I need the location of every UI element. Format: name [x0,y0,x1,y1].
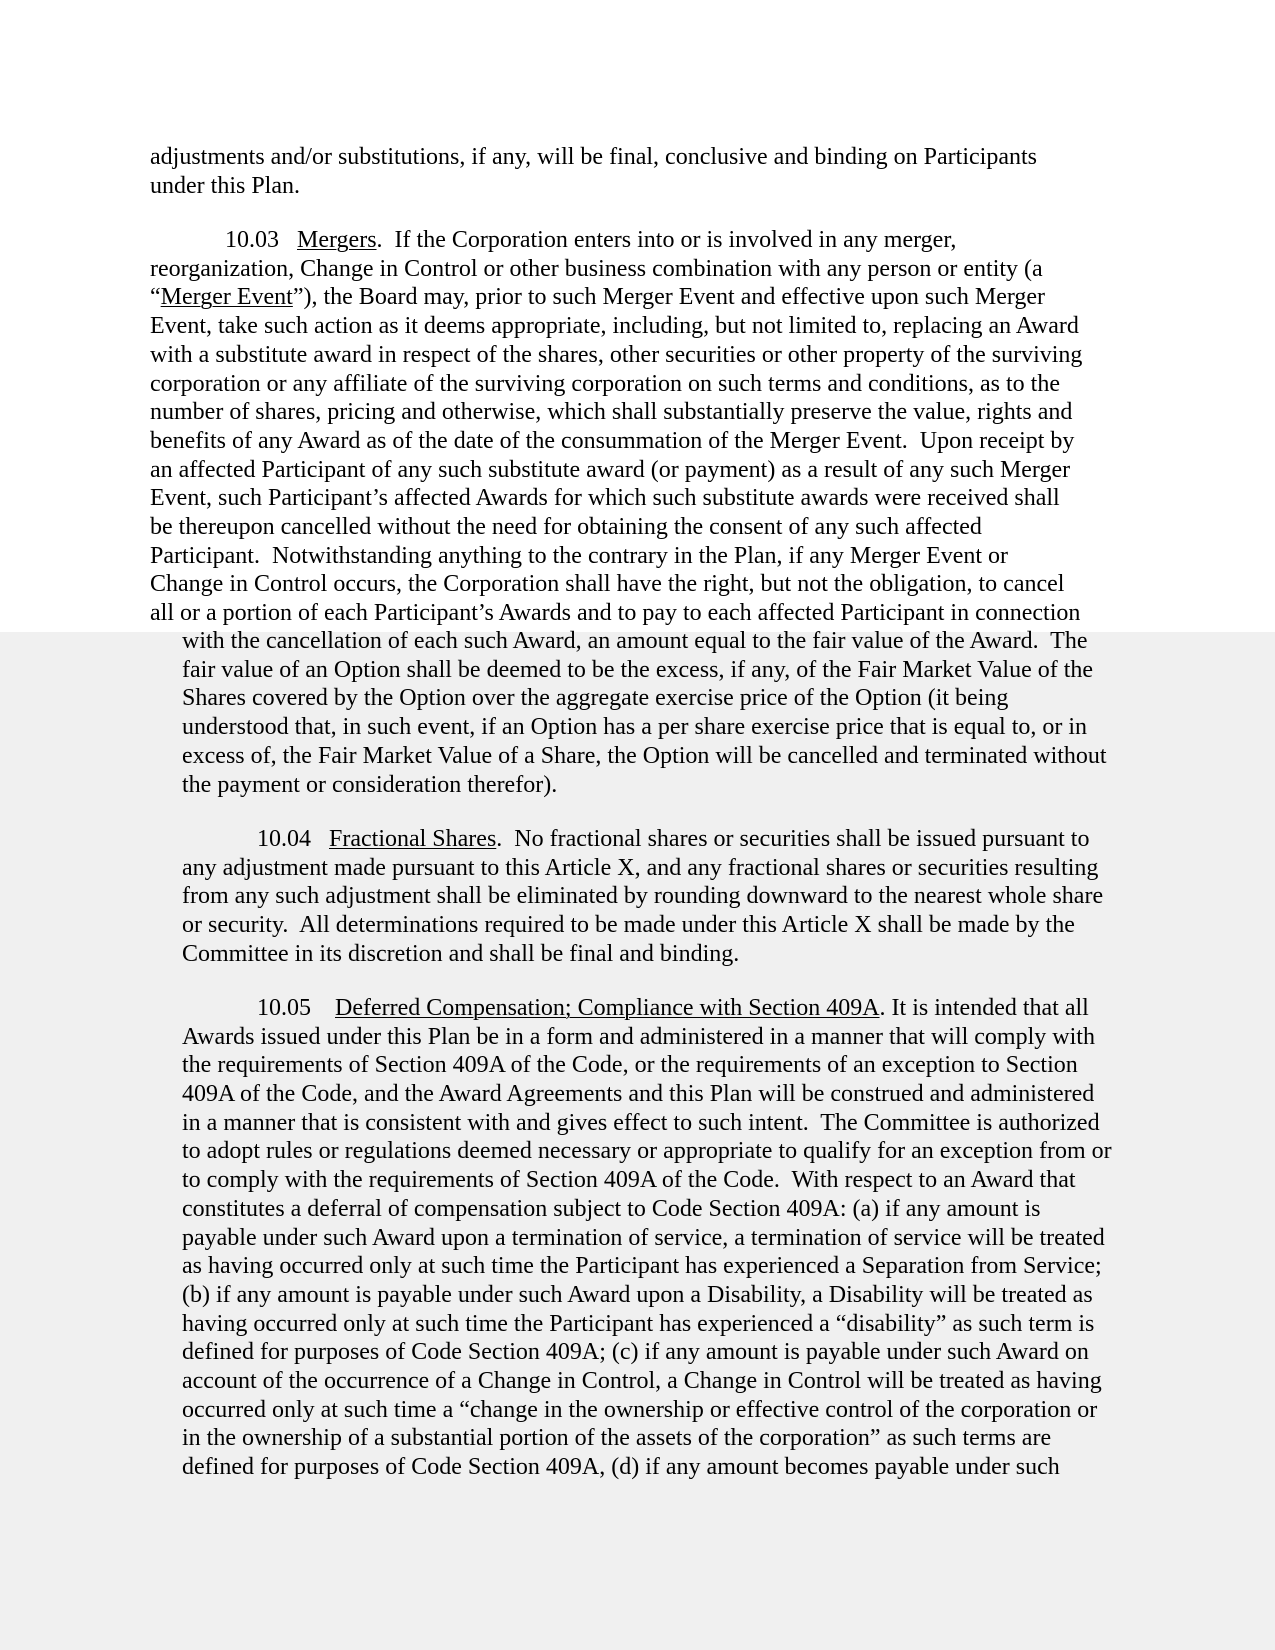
text-segment: Shares covered by the Option over the aggregate exercise price of the Option (it being [182,685,1009,712]
text-segment: in the ownership of a substantial portion of the assets of the corporation” as such terms are [182,1425,1052,1452]
text-line [182,684,1008,713]
text-segment: the requirements of Section 409A of the Code, or the requirements of an exception to Section [182,1052,1078,1079]
text-segment: adjustments and/or substitutions, if any, will be final, conclusive and binding on Participants [150,144,1037,170]
text-line [257,825,1089,854]
text-line [182,1281,1093,1310]
text-line [182,854,1098,883]
section-heading: Fractional Shares [329,825,497,852]
text-segment: to comply with the requirements of Section 409A of the Code. With respect to an Award that [182,1167,1076,1194]
text-segment: under this Plan. [150,172,300,199]
text-line [182,1023,1095,1052]
text-segment: corporation or any affiliate of the surviving corporation on such terms and conditions, as to the [150,370,1060,397]
text-line [182,1109,1100,1138]
text-line [150,542,1008,571]
text-segment: 10.05 [257,994,335,1021]
text-segment: any adjustment made pursuant to this Article X, and any fractional shares or securities resulting [182,854,1099,881]
text-segment: to adopt rules or regulations deemed necessary or appropriate to qualify for an exception from or [182,1138,1112,1165]
page-top-region [0,0,1275,632]
text-segment: be thereupon cancelled without the need for obtaining the consent of any such affected [150,514,982,540]
text-segment: Awards issued under this Plan be in a form and administered in a manner that will comply with [182,1023,1095,1050]
text-line [182,1224,1105,1253]
text-line [150,341,1082,370]
text-segment: 409A of the Code, and the Award Agreements and this Plan will be construed and administered [182,1081,1095,1107]
text-segment: . No fractional shares or securities shall be issued pursuant to [496,825,1090,852]
text-segment: “ [150,284,161,311]
text-segment: 10.03 [225,227,297,253]
text-segment: from any such adjustment shall be eliminated by rounding downward to the nearest whole share [182,883,1104,910]
text-segment: . It is intended that all [879,994,1089,1021]
text-segment: having occurred only at such time the Participant has experienced a “disability” as such term is [182,1310,1095,1337]
text-segment: 10.04 [257,825,329,852]
text-line [150,427,1074,456]
text-segment: in a manner that is consistent with and gives effect to such intent. The Committee is authorized [182,1109,1100,1136]
text-line [182,940,739,969]
text-segment: Participant. Notwithstanding anything to the contrary in the Plan, if any Merger Event or [150,542,1009,569]
text-segment: or security. All determinations required to be made under this Article X shall be made by the [182,911,1075,938]
text-segment: Event, such Participant’s affected Awards for which such substitute awards were received shall [150,485,1060,512]
text-line [182,1051,1078,1080]
text-line [150,255,1043,284]
text-line [225,226,956,255]
text-line [182,771,557,800]
text-line [182,911,1075,940]
text-line [150,484,1060,513]
text-segment: benefits of any Award as of the date of the consummation of the Merger Event. Upon receipt by [150,427,1075,454]
text-segment: reorganization, Change in Control or other business combination with any person or entity (a [150,255,1043,282]
text-segment: as having occurred only at such time the Participant has experienced a Separation from Service; [182,1253,1102,1280]
text-segment: excess of, the Fair Market Value of a Share, the Option will be cancelled and terminated without [182,742,1107,769]
text-segment: number of shares, pricing and otherwise, which shall substantially preserve the value, rights and [150,399,1073,426]
text-segment: . If the Corporation enters into or is involved in any merger, [376,227,957,253]
text-segment: constitutes a deferral of compensation subject to Code Section 409A: (a) if any amount is [182,1195,1041,1222]
text-line [150,456,1070,485]
text-line [182,742,1107,771]
text-line [182,1310,1094,1339]
text-line [182,627,1088,656]
text-segment: the payment or consideration therefor). [182,771,558,798]
text-line [150,143,1037,172]
text-segment: ”), the Board may, prior to such Merger Event and effective upon such Merger [292,284,1046,311]
text-segment: Committee in its discretion and shall be final and binding. [182,940,740,967]
text-segment: fair value of an Option shall be deemed to be the excess, if any, of the Fair Market Value of the [182,656,1094,683]
text-line [150,599,1080,628]
text-line [182,1453,1060,1482]
section-heading: Deferred Compensation; Compliance with Section 409A [335,994,880,1021]
text-line [182,1367,1102,1396]
text-line [150,283,1045,312]
text-segment: with the cancellation of each such Award, an amount equal to the fair value of the Award. The [182,628,1088,654]
text-line [182,1252,1102,1281]
text-line [150,172,300,201]
text-segment: occurred only at such time a “change in the ownership or effective control of the corporation or [182,1396,1098,1423]
text-segment: defined for purposes of Code Section 409A; (c) if any amount is payable under such Award on [182,1339,1089,1366]
section-heading: Mergers [297,227,377,253]
text-line [182,656,1093,685]
text-line [182,882,1103,911]
text-line [182,1195,1040,1224]
text-line [150,312,1079,341]
text-segment: understood that, in such event, if an Option has a per share exercise price that is equal to, or in [182,714,1088,741]
text-segment: account of the occurrence of a Change in Control, a Change in Control will be treated as having [182,1368,1102,1394]
text-line [150,398,1072,427]
text-line [182,1080,1094,1109]
text-line [150,570,1064,599]
text-segment: Event, take such action as it deems appropriate, including, but not limited to, replacing an Award [150,313,1079,340]
text-line [182,713,1087,742]
text-line [182,1137,1112,1166]
text-line [182,1338,1089,1367]
text-line [182,1166,1076,1195]
text-segment: defined for purposes of Code Section 409A, (d) if any amount becomes payable under such [182,1454,1060,1481]
text-line [150,513,982,542]
text-segment: with a substitute award in respect of the shares, other securities or other property of the surviving [150,341,1083,368]
text-line [257,994,1089,1023]
text-segment: payable under such Award upon a termination of service, a termination of service will be treated [182,1224,1105,1251]
text-segment: (b) if any amount is payable under such Award upon a Disability, a Disability will be treated as [182,1281,1093,1308]
text-line [182,1396,1097,1425]
section-heading: Merger Event [160,284,293,311]
text-line [182,1424,1051,1453]
text-line [150,370,1060,399]
text-segment: an affected Participant of any such substitute award (or payment) as a result of any such Merger [150,456,1071,483]
text-segment: Change in Control occurs, the Corporation shall have the right, but not the obligation, to cancel [150,571,1065,598]
page-bottom-region [0,628,1275,1650]
text-segment: all or a portion of each Participant’s Awards and to pay to each affected Participant in connection [150,600,1081,627]
